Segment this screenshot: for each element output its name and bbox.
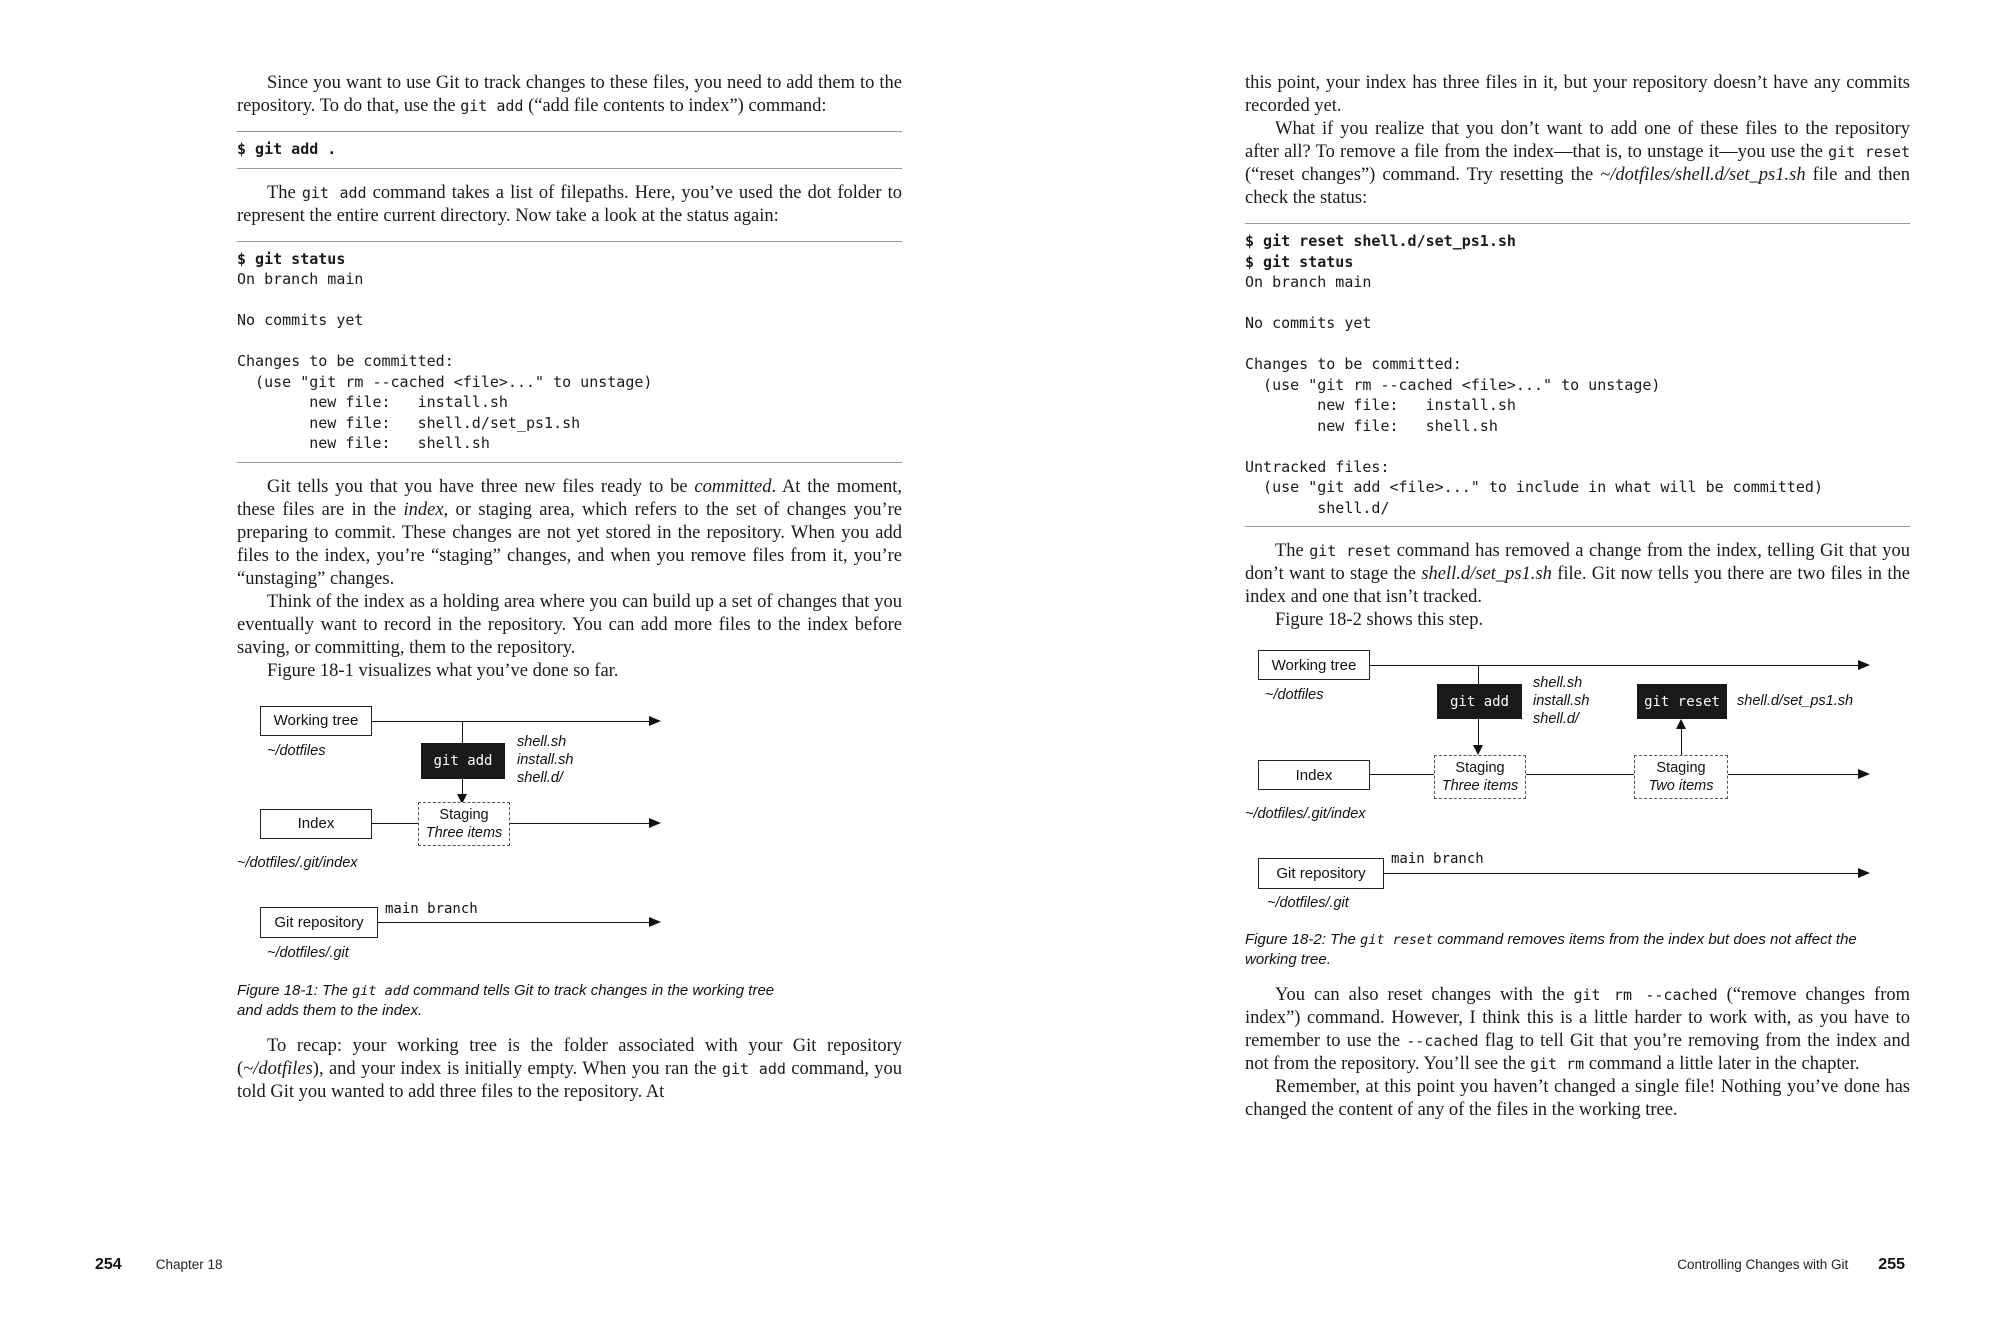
page-footer-right	[1677, 1256, 1905, 1274]
code-line: On branch main	[1245, 273, 1372, 291]
index-path: ~/dotfiles/.git/index	[237, 854, 358, 871]
text-segment: index	[403, 499, 444, 520]
code-line: $ git status	[237, 249, 346, 268]
git-reset-arrow-line	[1681, 729, 1682, 755]
file-label: shell.d/	[1533, 711, 1579, 727]
text-segment: file. Git now tells you there are two files in the index and one that isn’t tracked.	[1245, 564, 1910, 607]
text-segment: command a little later in the chapter.	[1584, 1054, 1860, 1074]
code-block-git-reset	[1245, 223, 1910, 527]
text-segment: git reset	[1360, 932, 1434, 948]
paragraph	[1245, 540, 1910, 609]
repo-path: ~/dotfiles/.git	[267, 944, 349, 961]
text-segment: Figure 18-1: The	[237, 981, 353, 999]
code-block-git-status	[237, 241, 902, 463]
repo-arrow-line	[1384, 873, 1858, 874]
paragraph	[237, 1035, 902, 1104]
staged-files-list	[1533, 674, 1589, 728]
text-segment: command has removed a change from the index, telling Git that you don’t want to stage the	[1245, 541, 1910, 584]
git-repository-label: Git repository	[274, 913, 364, 931]
text-segment: Figure 18-2 shows this step.	[1275, 610, 1484, 630]
staging-title: Staging	[1455, 760, 1505, 776]
working-tree-arrow-line	[372, 721, 649, 722]
code-line: On branch main	[237, 270, 364, 288]
arrow-right-icon	[649, 818, 661, 828]
staging-items: Three items	[425, 824, 503, 841]
index-box	[260, 809, 372, 839]
text-segment: git add	[721, 1059, 786, 1078]
text-segment: flag to tell Git that you’re removing from the index and not from the repository. You’ll see the	[1245, 1031, 1910, 1074]
staging-items: Two items	[1648, 778, 1714, 794]
git-repository-box	[260, 907, 378, 938]
paragraph	[1245, 72, 1910, 118]
index-label: Index	[297, 815, 335, 832]
text-segment: git add	[352, 982, 409, 999]
code-line: $ git status	[1245, 252, 1354, 271]
code-line: (use "git add <file>..." to include in what will be committed)	[1245, 478, 1823, 496]
file-label: shell.sh	[1533, 675, 1583, 691]
main-branch-label: main branch	[385, 900, 478, 917]
arrow-right-icon	[1858, 660, 1870, 670]
text-segment: The	[267, 182, 302, 203]
code-line: shell.d/	[1245, 498, 1390, 517]
code-line: (use "git rm --cached <file>..." to unstage)	[237, 372, 653, 391]
text-segment: file and then check the status:	[1245, 165, 1911, 208]
working-tree-arrow-line	[1370, 665, 1858, 666]
staging-box-two-items	[1634, 755, 1728, 799]
staging-title: Staging	[439, 806, 489, 823]
paragraph	[1245, 1076, 1910, 1122]
text-segment: this point, your index has three files in it, but your repository doesn’t have any commits recorded yet.	[1245, 73, 1910, 116]
text-segment: command takes a list of filepaths. Here, you’ve used the dot folder to represent the entire current directory. Now take a look at the status again:	[237, 182, 902, 226]
text-segment: git add	[301, 183, 367, 202]
text-segment: command removes items from the index but does not affect the working tree.	[1245, 931, 1857, 968]
paragraph	[1245, 984, 1910, 1076]
code-line: Changes to be committed:	[237, 352, 454, 370]
arrow-right-icon	[1858, 769, 1870, 779]
paragraph	[237, 182, 902, 228]
code-line: new file: shell.sh	[1245, 416, 1498, 435]
text-segment: The	[1275, 541, 1310, 561]
text-segment: You can also reset changes with the	[1275, 985, 1574, 1005]
working-tree-path: ~/dotfiles	[267, 742, 326, 759]
code-block-git-add	[237, 131, 902, 169]
text-segment: command, you told Git you wanted to add three files to the repository. At	[237, 1058, 903, 1102]
code-line	[1245, 293, 1910, 314]
page-footer-left	[95, 1256, 223, 1274]
staging-box-three-items	[1434, 755, 1526, 799]
paragraph	[1245, 118, 1910, 210]
git-repository-label: Git repository	[1276, 865, 1366, 882]
repo-path: ~/dotfiles/.git	[1267, 895, 1349, 911]
code-line: (use "git rm --cached <file>..." to unstage)	[1245, 375, 1661, 394]
paragraph	[237, 476, 902, 591]
chapter-label: Chapter 18	[155, 1257, 223, 1272]
file-label: shell.d/	[517, 769, 563, 786]
arrow-down-icon	[1473, 745, 1483, 755]
working-tree-path: ~/dotfiles	[1265, 687, 1324, 703]
file-label: install.sh	[1533, 693, 1590, 709]
text-segment: Figure 18-1 visualizes what you’ve done so far.	[267, 660, 619, 681]
code-line	[237, 290, 902, 311]
code-line: new file: shell.sh	[237, 434, 490, 452]
git-add-label: git add	[433, 752, 493, 769]
page-left-content	[237, 72, 902, 1104]
code-line	[237, 331, 902, 352]
code-line: $ git add .	[237, 140, 337, 158]
figure-18-2	[1245, 648, 1910, 920]
index-arrow-line	[372, 823, 649, 824]
paragraph	[237, 72, 902, 118]
index-box	[1258, 760, 1370, 790]
arrow-up-icon	[1676, 719, 1686, 729]
working-tree-box	[1258, 650, 1370, 680]
text-segment: --cached	[1406, 1032, 1479, 1050]
text-segment: committed	[694, 476, 772, 497]
arrow-right-icon	[649, 917, 661, 927]
git-reset-label: git reset	[1644, 693, 1720, 710]
arrow-right-icon	[1858, 868, 1870, 878]
text-segment: (“remove changes from index”) command. However, I think this is a little harder to work with, as you have to remember to use the	[1245, 985, 1911, 1051]
staging-title: Staging	[1656, 760, 1706, 776]
working-tree-label: Working tree	[1271, 656, 1357, 674]
figure-18-2-caption	[1245, 930, 1910, 970]
repo-arrow-line	[378, 922, 649, 923]
code-line: Untracked files:	[1245, 457, 1390, 476]
figure-18-1	[237, 699, 902, 971]
staging-box	[418, 802, 510, 846]
staging-items: Three items	[1441, 778, 1519, 794]
git-add-command-box	[1437, 684, 1522, 719]
text-segment: Remember, at this point you haven’t changed a single file! Nothing you’ve done has changed the content of any of the files in the working tree.	[1245, 1077, 1910, 1120]
index-path: ~/dotfiles/.git/index	[1245, 806, 1366, 822]
code-line: new file: shell.d/set_ps1.sh	[237, 413, 581, 432]
text-segment: git reset	[1309, 542, 1392, 560]
code-line: No commits yet	[237, 311, 364, 329]
code-line	[1245, 334, 1910, 355]
chapter-title-label: Controlling Changes with Git	[1677, 1257, 1849, 1272]
text-segment: Think of the index as a holding area where you can build up a set of changes that you eventually want to record in the repository. You can add more files to the index before saving, or committing, them to the repository.	[237, 591, 902, 658]
text-segment: Since you want to use Git to track changes to these files, you need to add them to the repository. To do that, use the	[237, 73, 902, 116]
text-segment: , or staging area, which refers to the set of changes you’re preparing to commit. These changes are not yet stored in the repository. When you add files to the index, you’re “staging” changes, and when you remove files from it, you’re “unstaging” changes.	[237, 499, 903, 589]
text-segment: ), and your index is initially empty. When you ran the	[312, 1058, 722, 1079]
page-right-content	[1245, 72, 1910, 1122]
index-label: Index	[1295, 766, 1333, 784]
main-branch-label: main branch	[1391, 851, 1484, 867]
file-label: shell.sh	[517, 733, 567, 750]
code-line: new file: install.sh	[1245, 396, 1516, 414]
figure-18-1-caption	[237, 981, 785, 1021]
text-segment: ~/dotfiles/shell.d/set_ps1.sh	[1600, 165, 1806, 185]
paragraph	[237, 660, 902, 683]
git-add-label: git add	[1449, 693, 1509, 710]
code-line: $ git reset shell.d/set_ps1.sh	[1245, 232, 1516, 250]
text-segment: . At the moment, these files are in the	[237, 476, 902, 520]
code-line: new file: install.sh	[237, 393, 508, 411]
code-line: Changes to be committed:	[1245, 355, 1462, 373]
code-line	[1245, 436, 1910, 457]
text-segment: git reset	[1828, 143, 1910, 161]
text-segment: git rm --cached	[1573, 986, 1718, 1004]
text-segment: ~/dotfiles	[243, 1058, 313, 1079]
text-segment: What if you realize that you don’t want to add one of these files to the repository after all? To remove a file from the index—that is, to unstage it—you use the	[1245, 119, 1910, 162]
git-repository-box	[1258, 858, 1384, 889]
text-segment: (“reset changes”) command. Try resetting the	[1245, 165, 1601, 185]
text-segment: shell.d/set_ps1.sh	[1421, 564, 1552, 584]
text-segment: Git tells you that you have three new files ready to be	[267, 476, 695, 497]
git-add-command-box	[421, 743, 505, 779]
text-segment: git rm	[1530, 1055, 1585, 1073]
arrow-right-icon	[649, 716, 661, 726]
text-segment: Figure 18-2: The	[1245, 931, 1361, 948]
file-label: install.sh	[517, 751, 574, 768]
git-reset-command-box	[1637, 684, 1727, 719]
page-right	[1000, 0, 2000, 1319]
code-line: No commits yet	[1245, 314, 1372, 332]
text-segment: To recap: your working tree is the folder associated with your Git repository (	[237, 1035, 902, 1079]
text-segment: command tells Git to track changes in the working tree and adds them to the index.	[237, 981, 775, 1019]
working-tree-box	[260, 706, 372, 736]
text-segment: git add	[460, 97, 524, 115]
text-segment: (“add file contents to index”) command:	[523, 96, 827, 116]
paragraph	[237, 591, 902, 660]
staged-files-list	[517, 733, 573, 787]
page-number: 254	[95, 1256, 122, 1273]
working-tree-label: Working tree	[273, 712, 359, 729]
paragraph	[1245, 609, 1910, 632]
reset-file-label: shell.d/set_ps1.sh	[1737, 693, 1854, 709]
page-number: 255	[1878, 1256, 1905, 1273]
